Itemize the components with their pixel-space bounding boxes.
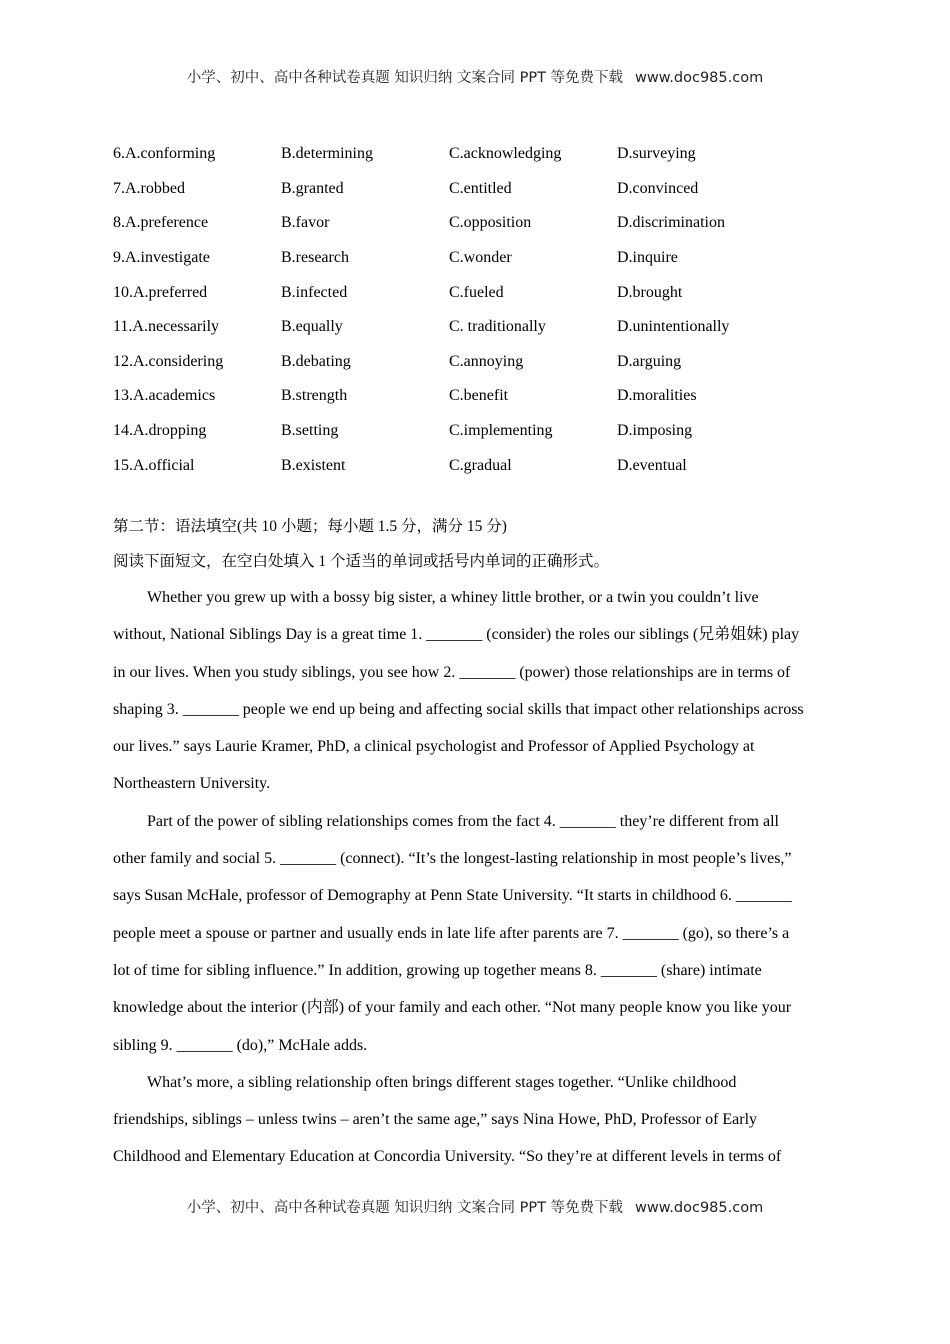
option-a: 12.A.considering [113, 352, 224, 370]
option-row [113, 448, 853, 483]
option-d: D.arguing [617, 352, 682, 370]
passage-line: says Susan McHale, professor of Demography at Penn State University. “It starts in childhood 6. _______ [113, 887, 792, 905]
option-a: 8.A.preference [113, 214, 209, 232]
section-heading [113, 516, 853, 586]
section-title: 第二节：语法填空(共 10 小题；每小题 1.5 分，满分 15 分) [113, 518, 507, 535]
option-b: B.existent [281, 456, 346, 474]
option-row [113, 172, 853, 207]
option-b: B.favor [281, 214, 330, 232]
option-b: B.equally [281, 318, 343, 336]
option-a: 10.A.preferred [113, 283, 208, 301]
option-a: 6.A.conforming [113, 145, 216, 163]
passage-line: people meet a spouse or partner and usually ends in late life after parents are 7. _______ (go), so there’s a [113, 924, 790, 942]
passage-line: in our lives. When you study siblings, you see how 2. _______ (power) those relationships are in terms of [113, 663, 791, 681]
option-c: C.fueled [449, 283, 504, 301]
footer-text: 小学、初中、高中各种试卷真题 知识归纳 文案合同 PPT 等免费下载 [186, 1200, 624, 1216]
option-d: D.imposing [617, 422, 693, 440]
option-c: C.opposition [449, 214, 532, 232]
option-row [113, 345, 853, 380]
option-c: C.implementing [449, 422, 553, 440]
option-a: 11.A.necessarily [113, 318, 220, 336]
option-row [113, 414, 853, 449]
option-c: C.annoying [449, 352, 524, 370]
section-instruction: 阅读下面短文，在空白处填入 1 个适当的单词或括号内单词的正确形式。 [113, 553, 610, 570]
passage-line: Childhood and Elementary Education at Concordia University. “So they’re at different levels in terms of [113, 1148, 782, 1166]
option-d: D.unintentionally [617, 318, 730, 336]
option-c: C.gradual [449, 456, 512, 474]
option-row [113, 137, 853, 172]
passage-line: knowledge about the interior (内部) of your family and each other. “Not many people know you like your [113, 999, 792, 1017]
option-d: D.convinced [617, 179, 699, 197]
option-b: B.strength [281, 387, 348, 405]
option-d: D.brought [617, 283, 683, 301]
option-c: C.benefit [449, 387, 509, 405]
option-a: 15.A.official [113, 456, 195, 474]
passage-line: Whether you grew up with a bossy big sister, a whiney little brother, or a twin you couldn’t live [147, 589, 759, 606]
option-b: B.determining [281, 145, 373, 163]
footer-url: www.doc985.com [635, 1200, 764, 1216]
options-table [113, 137, 853, 483]
passage-line: sibling 9. _______ (do),” McHale adds. [113, 1036, 368, 1054]
passage [113, 587, 838, 1184]
page-header [0, 66, 950, 87]
header-text: 小学、初中、高中各种试卷真题 知识归纳 文案合同 PPT 等免费下载 [186, 70, 624, 86]
option-a: 14.A.dropping [113, 422, 207, 440]
option-b: B.debating [281, 352, 351, 370]
option-c: C.wonder [449, 249, 512, 267]
header-url: www.doc985.com [635, 70, 764, 86]
option-d: D.discrimination [617, 214, 725, 232]
option-row [113, 241, 853, 276]
option-c: C.entitled [449, 179, 512, 197]
passage-line: lot of time for sibling influence.” In addition, growing up together means 8. _______ (share) intimate [113, 961, 762, 979]
passage-line: What’s more, a sibling relationship often brings different stages together. “Unlike childhood [147, 1073, 737, 1091]
page-footer [0, 1196, 950, 1217]
option-a: 7.A.robbed [113, 179, 185, 197]
option-a: 9.A.investigate [113, 249, 210, 267]
passage-line: Part of the power of sibling relationships comes from the fact 4. _______ they’re different from all [147, 812, 779, 830]
passage-line: shaping 3. _______ people we end up being and affecting social skills that impact other relationships across [113, 700, 804, 718]
option-d: D.inquire [617, 249, 678, 267]
option-b: B.research [281, 249, 349, 267]
option-row [113, 379, 853, 414]
option-b: B.granted [281, 179, 344, 197]
option-c: C.acknowledging [449, 145, 562, 163]
option-row [113, 310, 853, 345]
passage-line: without, National Siblings Day is a great time 1. _______ (consider) the roles our siblings (兄弟姐妹) play [113, 626, 800, 644]
option-b: B.setting [281, 422, 339, 440]
passage-line: friendships, siblings – unless twins – aren’t the same age,” says Nina Howe, PhD, Professor of Early [113, 1111, 758, 1129]
option-row [113, 275, 853, 310]
passage-line: other family and social 5. _______ (connect). “It’s the longest-lasting relationship in most people’s lives,” [113, 850, 792, 868]
option-a: 13.A.academics [113, 387, 216, 405]
option-row [113, 206, 853, 241]
option-d: D.surveying [617, 145, 696, 163]
option-d: D.eventual [617, 456, 687, 474]
option-d: D.moralities [617, 387, 697, 405]
passage-line: our lives.” says Laurie Kramer, PhD, a clinical psychologist and Professor of Applied Psychology at [113, 738, 755, 756]
option-c: C. traditionally [449, 318, 546, 336]
option-b: B.infected [281, 283, 348, 301]
passage-line: Northeastern University. [113, 775, 271, 793]
